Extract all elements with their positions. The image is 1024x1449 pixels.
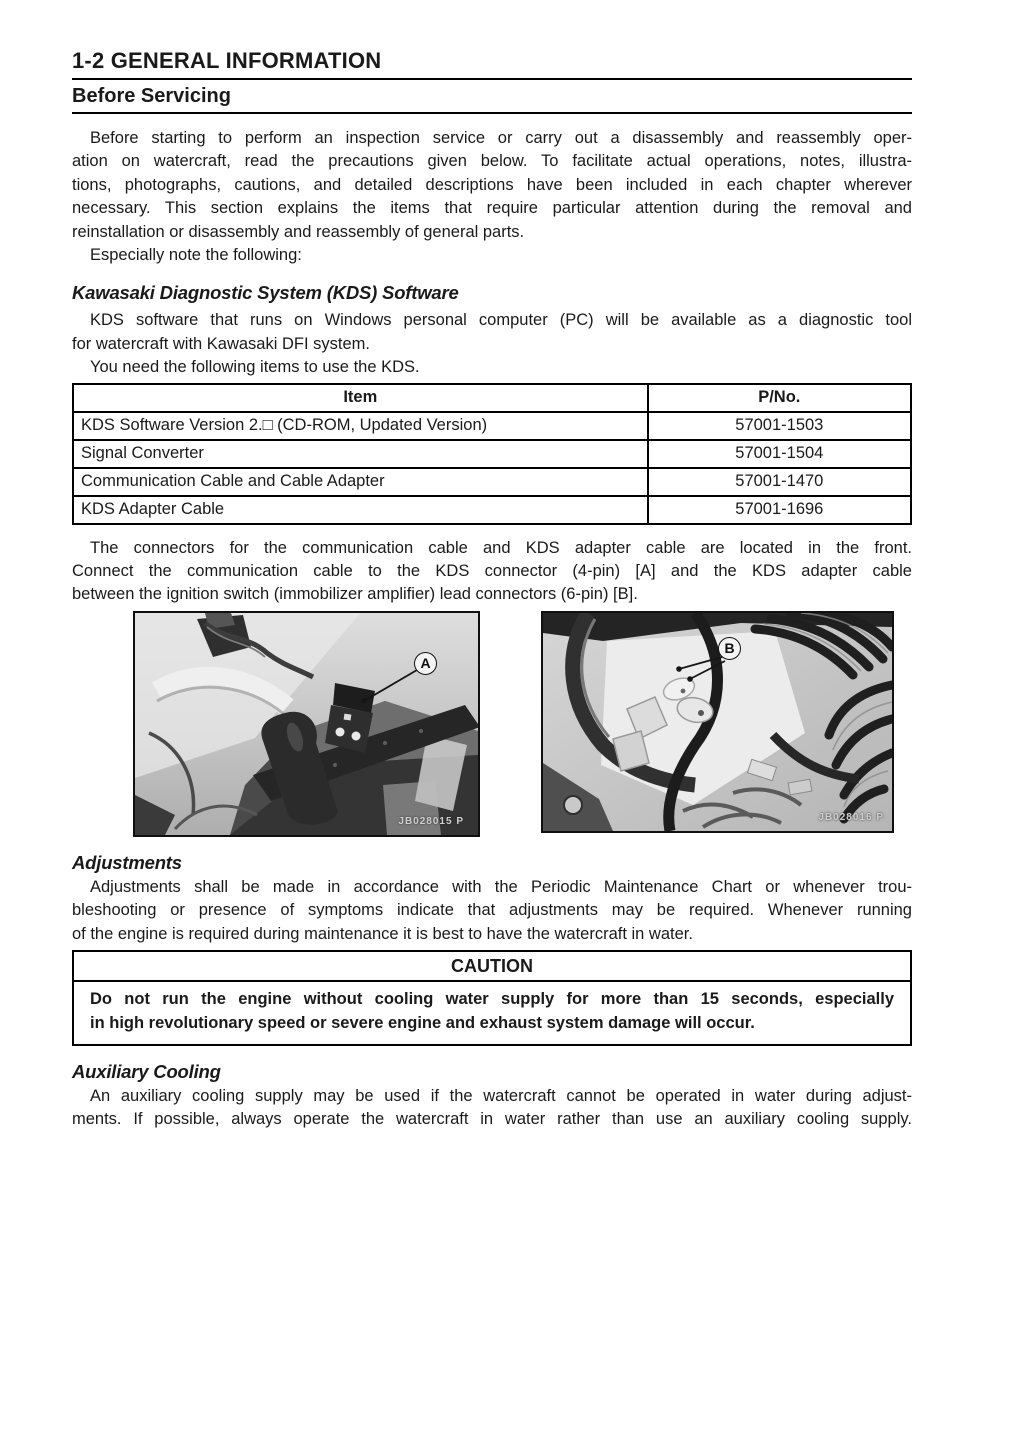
- kds-paragraph: [72, 309, 912, 379]
- text-line: reinstallation or disassembly and reassembly of general parts.: [72, 222, 525, 241]
- text-line: The connectors for the communication cable and KDS adapter cable are located in the front.: [90, 538, 912, 557]
- kds-note: You need the following items to use the KDS.: [90, 358, 420, 377]
- title-rule: [72, 78, 912, 80]
- section-title: Before Servicing: [72, 85, 912, 114]
- text-line: tions, photographs, cautions, and detailed descriptions have been included in each chapter wherever: [72, 175, 912, 194]
- caution-box: [72, 950, 912, 1046]
- text-line: ation on watercraft, read the precautions given below. To facilitate actual operations, notes, illustra-: [72, 152, 912, 171]
- text-line: in high revolutionary speed or severe engine and exhaust system damage will occur.: [90, 1013, 755, 1032]
- table-header-row: [73, 384, 911, 412]
- item-cell: Communication Cable and Cable Adapter: [73, 468, 648, 496]
- table-row: [73, 412, 911, 440]
- table-row: [73, 496, 911, 524]
- item-cell: KDS Adapter Cable: [73, 496, 648, 524]
- adjustments-heading: Adjustments: [72, 851, 182, 873]
- item-cell: KDS Software Version 2.□ (CD-ROM, Updated Version): [73, 412, 648, 440]
- figure-kds-connector: [133, 611, 480, 837]
- text-line: Before starting to perform an inspection service or carry out a disassembly and reassembly oper-: [90, 129, 912, 147]
- page-content: [72, 0, 912, 1132]
- table-row: [73, 440, 911, 468]
- text-line: Do not run the engine without cooling water supply for more than 15 seconds, especially: [90, 990, 894, 1009]
- text-line: An auxiliary cooling supply may be used if the watercraft cannot be operated in water during adjust-: [90, 1086, 912, 1105]
- callout-a-badge: A: [414, 652, 437, 675]
- pno-cell: 57001-1696: [648, 496, 911, 524]
- pno-cell: 57001-1470: [648, 468, 911, 496]
- text-line: for watercraft with Kawasaki DFI system.: [72, 334, 370, 353]
- intro-note: Especially note the following:: [90, 246, 302, 265]
- column-header-pno: P/No.: [648, 384, 911, 412]
- pno-cell: 57001-1504: [648, 440, 911, 468]
- text-line: between the ignition switch (immobilizer amplifier) lead connectors (6-pin) [B].: [72, 585, 638, 604]
- text-line: Adjustments shall be made in accordance with the Periodic Maintenance Chart or whenever trou-: [90, 877, 912, 896]
- caution-title: CAUTION: [74, 952, 910, 982]
- text-line: ments. If possible, always operate the watercraft in water rather than use an auxiliary cooling supply.: [72, 1110, 912, 1129]
- text-line: Connect the communication cable to the KDS connector (4-pin) [A] and the KDS adapter cable: [72, 562, 912, 581]
- figure-a-photo: [135, 613, 478, 835]
- auxiliary-cooling-paragraph: [72, 1085, 912, 1132]
- text-line: bleshooting or presence of symptoms indicate that adjustments may be required. Whenever running: [72, 901, 912, 920]
- figure-a-code: JB028015 P: [398, 815, 464, 827]
- text-line: KDS software that runs on Windows personal computer (PC) will be available as a diagnostic tool: [90, 311, 912, 330]
- figure-ignition-connectors: [541, 611, 894, 833]
- connector-paragraph: [72, 537, 912, 607]
- kds-heading: Kawasaki Diagnostic System (KDS) Software: [72, 282, 459, 304]
- pno-cell: 57001-1503: [648, 412, 911, 440]
- kds-parts-table: [72, 383, 912, 525]
- callout-b-badge: B: [718, 637, 741, 660]
- caution-body: [74, 982, 910, 1044]
- adjustments-paragraph: [72, 876, 912, 946]
- figures-row: [133, 611, 912, 837]
- table-row: [73, 468, 911, 496]
- intro-paragraph: [72, 127, 912, 267]
- figure-b-code: JB028016 P: [818, 811, 884, 823]
- page-title: 1-2 GENERAL INFORMATION: [72, 48, 382, 73]
- text-line: of the engine is required during maintenance it is best to have the watercraft in water.: [72, 924, 693, 943]
- text-line: necessary. This section explains the items that require particular attention during the removal and: [72, 199, 912, 218]
- auxiliary-cooling-heading: Auxiliary Cooling: [72, 1060, 221, 1082]
- column-header-item: Item: [73, 384, 648, 412]
- item-cell: Signal Converter: [73, 440, 648, 468]
